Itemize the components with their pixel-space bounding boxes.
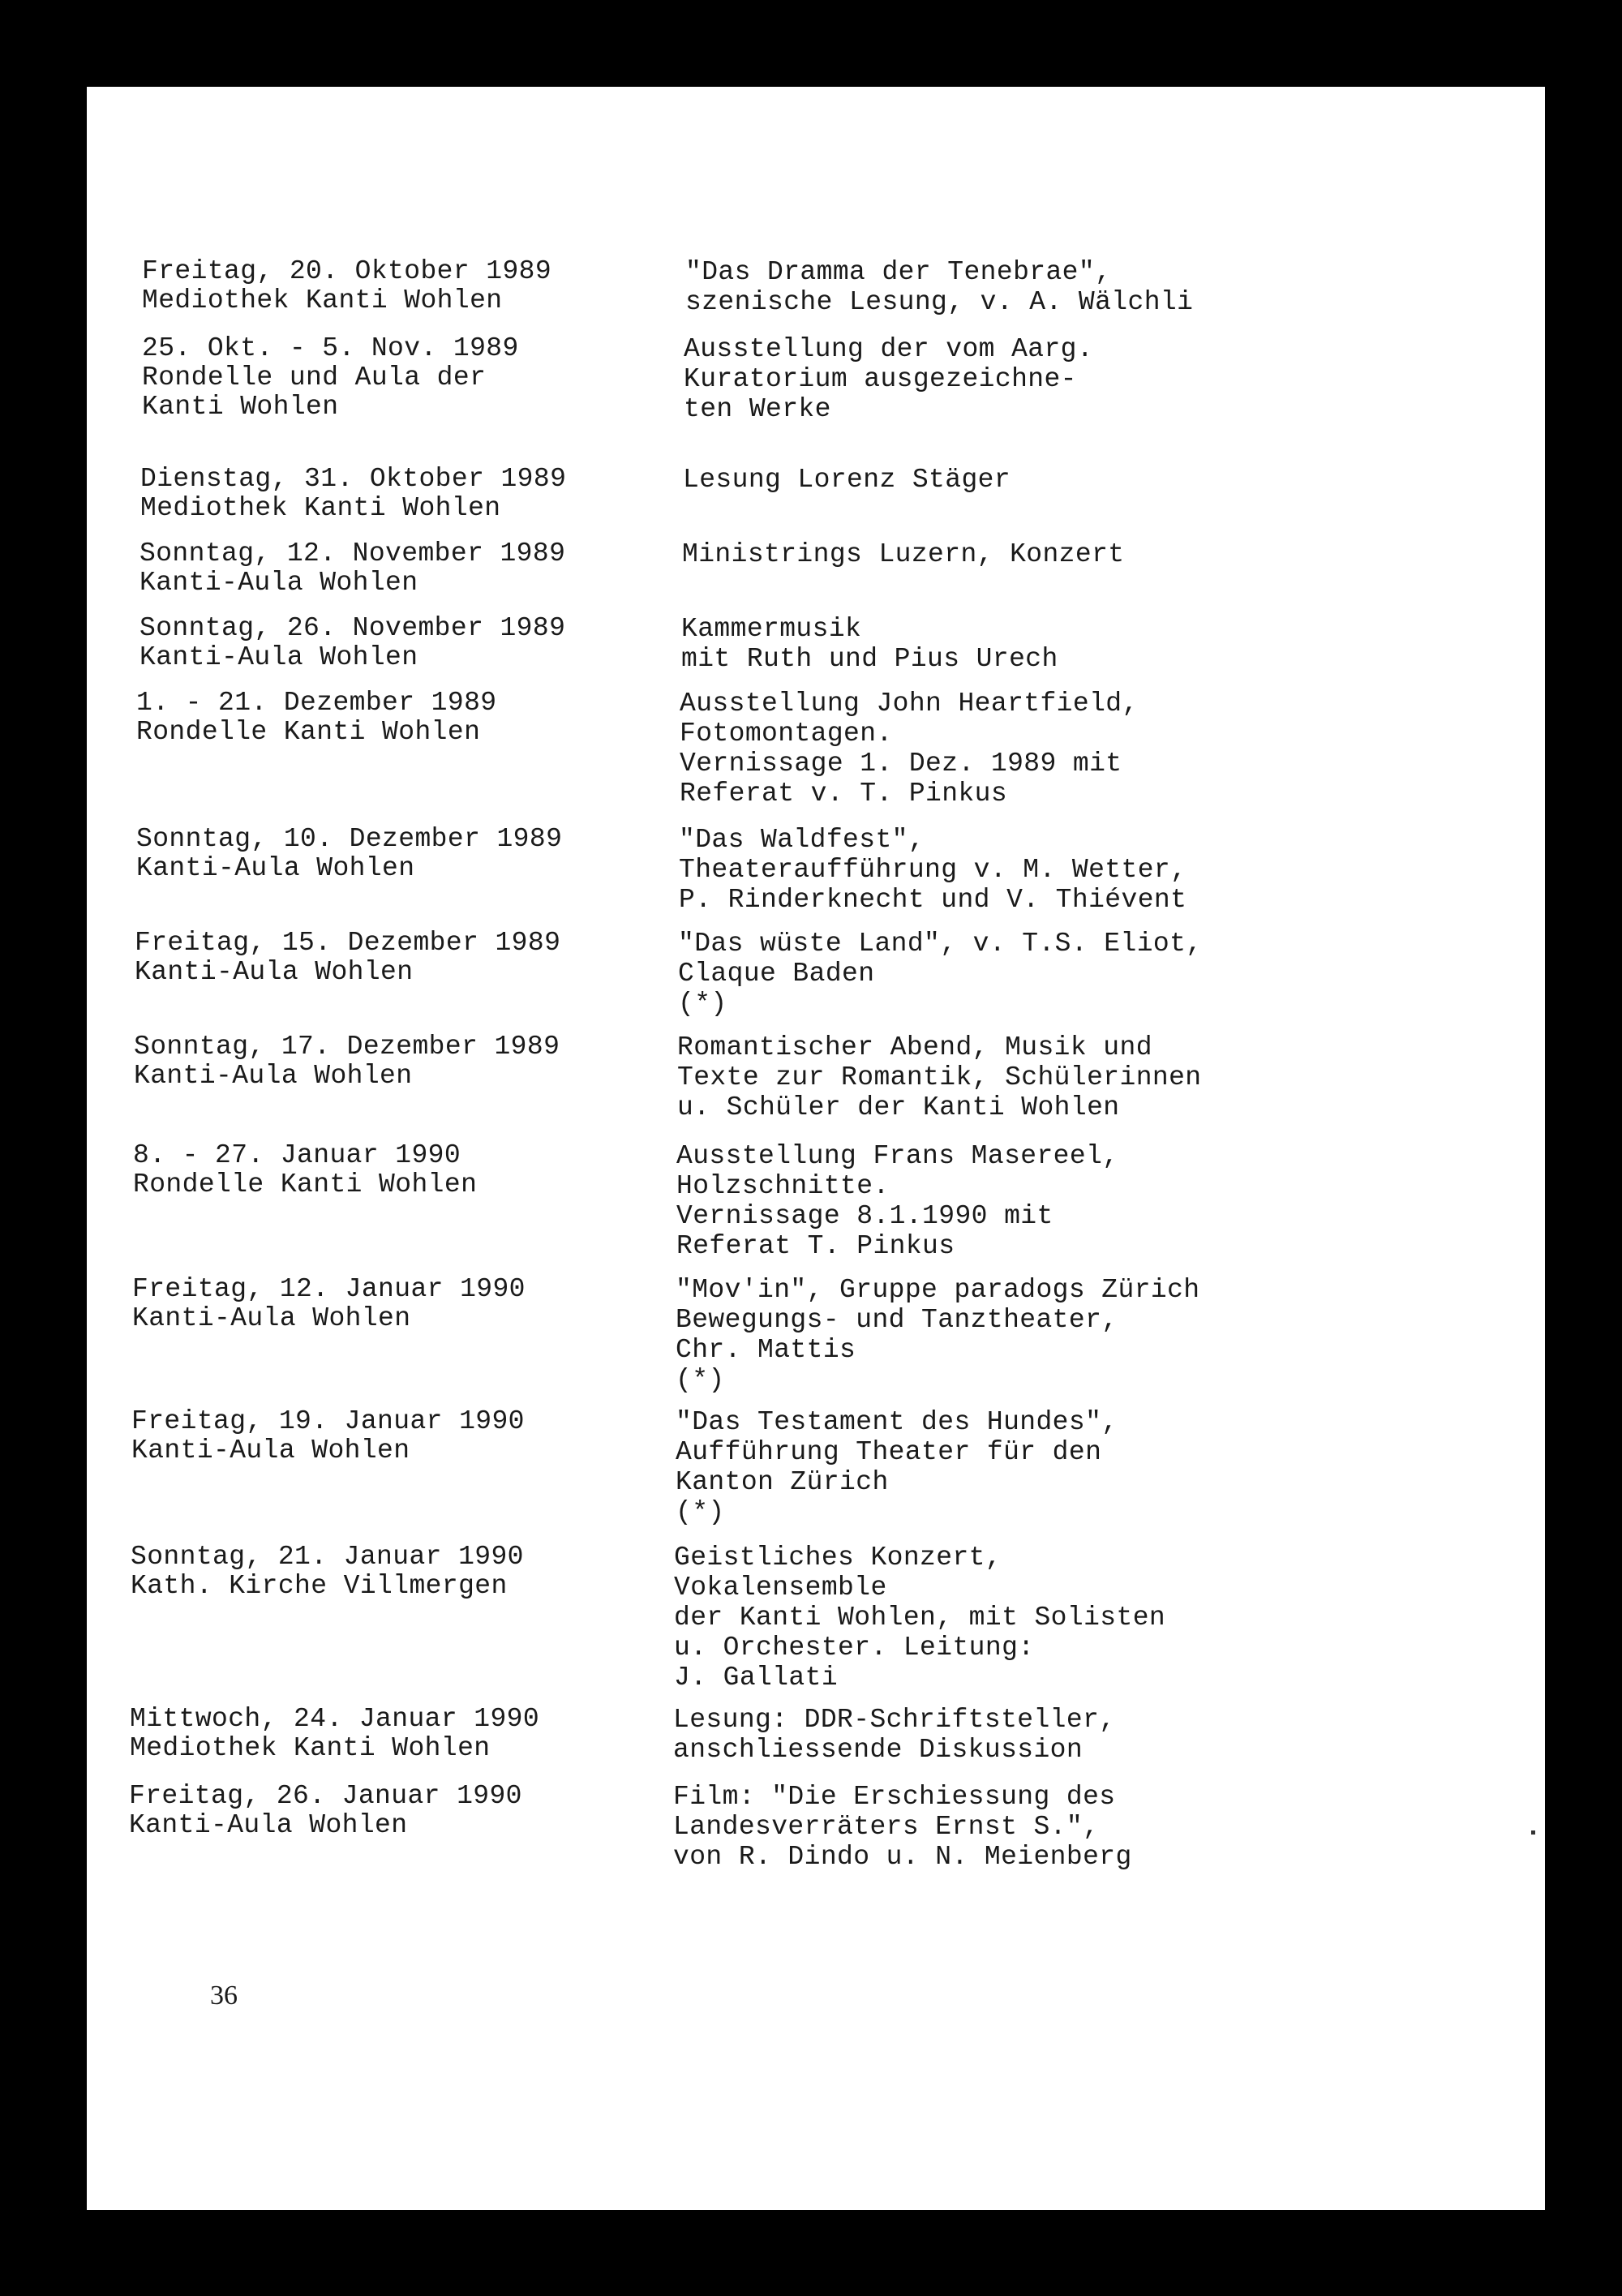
event-description (673, 1782, 1289, 1872)
event-description-line: Bewegungs- und Tanztheater, (676, 1305, 1118, 1335)
page-number: 36 (210, 1981, 238, 2011)
event-description-line: Ausstellung Frans Masereel, (676, 1141, 1119, 1171)
event-description-line: "Das wüste Land", v. T.S. Eliot, (678, 929, 1203, 959)
event-venue: Rondelle Kanti Wohlen (133, 1169, 478, 1199)
event-description (681, 614, 1298, 674)
event-date-venue (139, 614, 642, 672)
event-description (674, 1543, 1290, 1693)
event-description-line: "Mov'in", Gruppe paradogs Zürich (676, 1275, 1200, 1305)
event-date-venue (131, 1543, 633, 1601)
event-description-line: P. Rinderknecht und V. Thiévent (679, 885, 1187, 915)
event-description-line: Fotomontagen. (680, 719, 893, 749)
event-date-venue (134, 1032, 637, 1091)
event-date-venue (131, 1407, 634, 1466)
event-description-line: "Das Dramma der Tenebrae", (685, 257, 1112, 287)
event-date-venue (140, 465, 643, 523)
event-description-line: Holzschnitte. (676, 1171, 890, 1201)
event-date: 1. - 21. Dezember 1989 (136, 688, 497, 718)
event-venue: Rondelle Kanti Wohlen (136, 717, 481, 747)
event-description-line: Vernissage 1. Dez. 1989 mit (680, 749, 1122, 779)
event-date: Sonntag, 21. Januar 1990 (131, 1542, 524, 1572)
event-date: Freitag, 20. Oktober 1989 (142, 256, 552, 286)
event-venue: Kanti-Aula Wohlen (129, 1810, 408, 1840)
scan-speck (1531, 1830, 1535, 1835)
event-description-line: u. Schüler der Kanti Wohlen (677, 1092, 1120, 1122)
event-date: Freitag, 19. Januar 1990 (131, 1406, 525, 1436)
event-date: Sonntag, 12. November 1989 (139, 539, 566, 569)
event-description-line: Kuratorium ausgezeichne- (684, 364, 1077, 394)
event-description (676, 1275, 1292, 1395)
event-venue: Kanti-Aula Wohlen (135, 957, 414, 987)
event-description (677, 1032, 1294, 1122)
event-venue: Kanti-Aula Wohlen (131, 1436, 410, 1466)
event-date-venue (136, 689, 639, 747)
event-date-venue (136, 825, 639, 883)
event-description-line: der Kanti Wohlen, mit Solisten (674, 1603, 1166, 1633)
event-date: Freitag, 12. Januar 1990 (132, 1274, 526, 1304)
event-venue: Kanti-Aula Wohlen (132, 1303, 411, 1333)
event-description-line: (*) (678, 989, 727, 1019)
event-description-line: Aufführung Theater für den (676, 1437, 1102, 1467)
event-description-line: szenische Lesung, v. A. Wälchli (685, 287, 1194, 317)
event-description-line: u. Orchester. Leitung: (674, 1633, 1035, 1663)
event-description-line: Ausstellung der vom Aarg. (684, 334, 1094, 364)
event-date: Sonntag, 26. November 1989 (139, 613, 566, 643)
event-description (683, 465, 1299, 495)
event-venue: Kanti Wohlen (142, 392, 339, 422)
event-date-venue (130, 1705, 633, 1763)
event-venue: Mediothek Kanti Wohlen (130, 1733, 491, 1763)
event-description (684, 334, 1300, 424)
event-description-line: Referat v. T. Pinkus (680, 779, 1008, 809)
event-description-line: Geistliches Konzert, (674, 1543, 1002, 1573)
event-description-line: von R. Dindo u. N. Meienberg (673, 1842, 1132, 1872)
event-list (87, 87, 1545, 2210)
event-date: Freitag, 15. Dezember 1989 (135, 928, 561, 958)
event-venue: Kanti-Aula Wohlen (139, 568, 418, 598)
event-date-venue (142, 257, 645, 315)
event-venue: Rondelle und Aula der (142, 363, 487, 393)
event-description-line: Lesung: DDR-Schriftsteller, (673, 1705, 1116, 1735)
event-description-line: Film: "Die Erschiessung des (673, 1782, 1116, 1812)
event-description-line: Ausstellung John Heartfield, (680, 689, 1139, 719)
event-description-line: Texte zur Romantik, Schülerinnen (677, 1062, 1202, 1092)
event-date: Freitag, 26. Januar 1990 (129, 1781, 522, 1811)
event-description-line: Lesung Lorenz Stäger (683, 465, 1011, 495)
event-description-line: Vernissage 8.1.1990 mit (676, 1201, 1053, 1231)
event-description (685, 257, 1302, 317)
event-date: 8. - 27. Januar 1990 (133, 1140, 461, 1170)
event-description-line: (*) (676, 1365, 725, 1395)
event-description (680, 689, 1296, 809)
event-description-line: Ministrings Luzern, Konzert (682, 539, 1125, 569)
event-description-line: "Das Testament des Hundes", (676, 1407, 1118, 1437)
event-description (682, 539, 1298, 569)
event-date-venue (129, 1782, 632, 1840)
event-description-line: mit Ruth und Pius Urech (681, 644, 1058, 674)
event-description (673, 1705, 1289, 1765)
event-description-line: Landesverräters Ernst S.", (673, 1812, 1100, 1842)
event-venue: Mediothek Kanti Wohlen (140, 493, 501, 523)
event-description-line: ten Werke (684, 394, 831, 424)
event-description-line: anschliessende Diskussion (673, 1735, 1083, 1765)
event-description-line: "Das Waldfest", (679, 825, 925, 855)
event-description (676, 1407, 1292, 1527)
event-date-venue (133, 1141, 636, 1199)
event-date: Dienstag, 31. Oktober 1989 (140, 464, 567, 494)
event-date-venue (142, 334, 645, 422)
event-venue: Kanti-Aula Wohlen (134, 1061, 413, 1091)
event-description-line: Vokalensemble (674, 1573, 887, 1603)
event-description-line: Claque Baden (678, 959, 875, 989)
event-venue: Kanti-Aula Wohlen (136, 853, 415, 883)
event-description (676, 1141, 1293, 1261)
event-date-venue (139, 539, 642, 598)
document-page (87, 87, 1545, 2210)
event-description-line: Romantischer Abend, Musik und (677, 1032, 1152, 1062)
event-date-venue (132, 1275, 635, 1333)
event-date: Mittwoch, 24. Januar 1990 (130, 1704, 540, 1734)
event-venue: Mediothek Kanti Wohlen (142, 285, 503, 315)
event-description-line: Chr. Mattis (676, 1335, 856, 1365)
event-description-line: Kammermusik (681, 614, 862, 644)
event-description-line: Referat T. Pinkus (676, 1231, 955, 1261)
event-description-line: J. Gallati (674, 1663, 839, 1693)
event-date: Sonntag, 10. Dezember 1989 (136, 824, 563, 854)
event-date-venue (135, 929, 637, 987)
event-description-line: (*) (676, 1497, 725, 1527)
event-description (679, 825, 1295, 915)
event-description-line: Kanton Zürich (676, 1467, 889, 1497)
event-venue: Kath. Kirche Villmergen (131, 1571, 508, 1601)
event-description (678, 929, 1294, 1019)
event-date: Sonntag, 17. Dezember 1989 (134, 1032, 560, 1062)
event-description-line: Theateraufführung v. M. Wetter, (679, 855, 1187, 885)
event-venue: Kanti-Aula Wohlen (139, 642, 418, 672)
event-date: 25. Okt. - 5. Nov. 1989 (142, 333, 519, 363)
